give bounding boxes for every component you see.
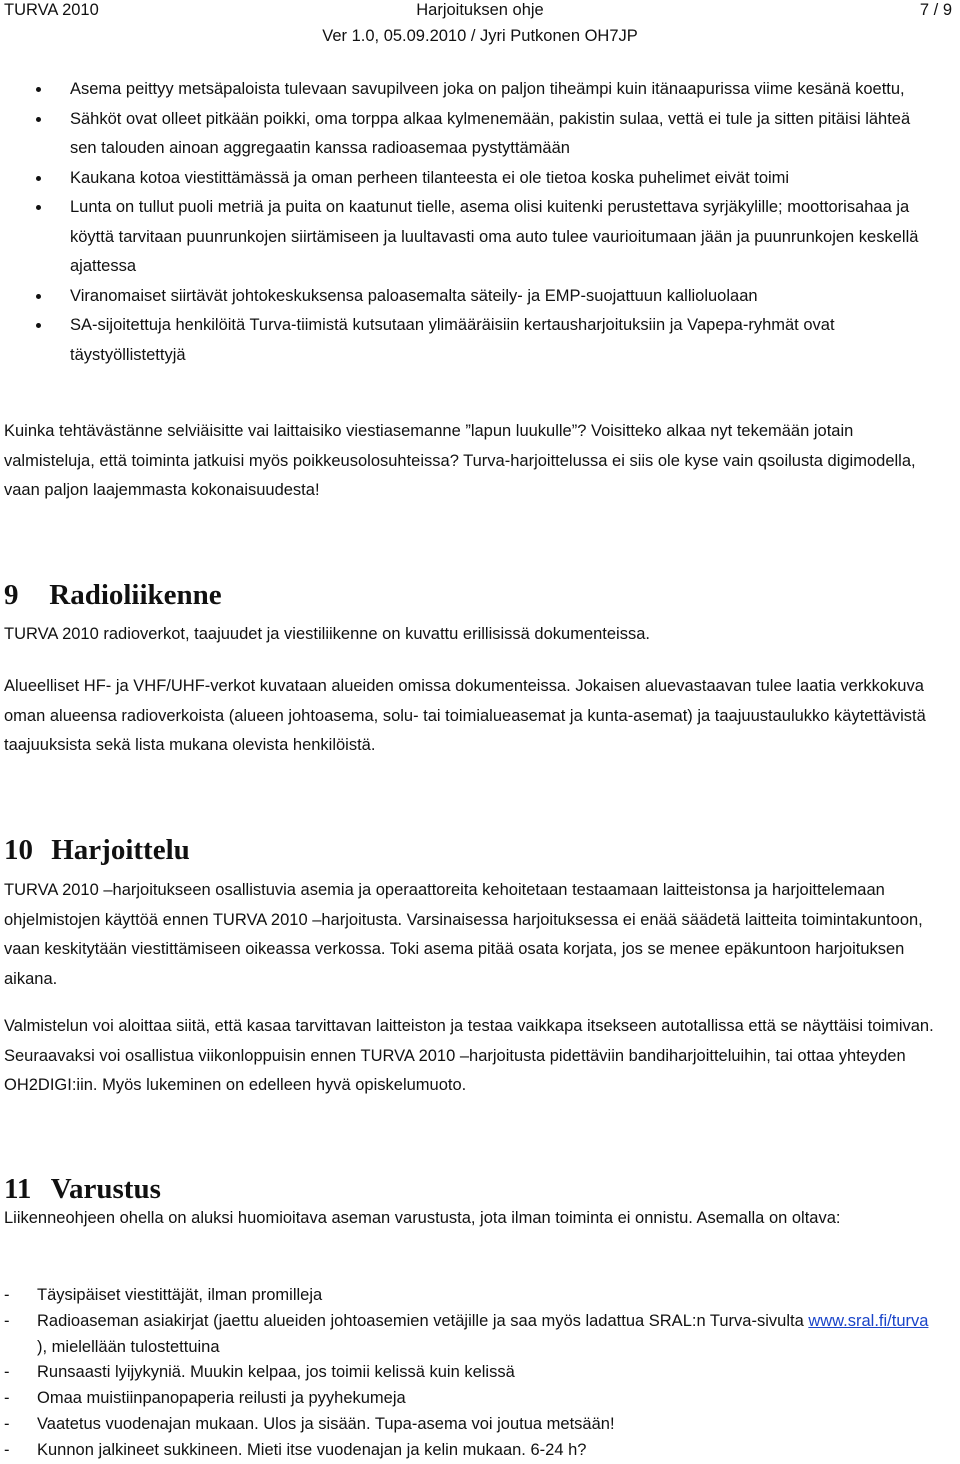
equipment-item [0, 1412, 960, 1438]
bullet-text: Lunta on tullut puoli metriä ja puita on kaatunut tielle, asema olisi kuitenki perustettava syrjäkylille; moottorisahaa ja köyttä tarvitaan puunrunkojen siirtämiseen ja luultavasti oma auto tulee vaurioitumaan jään ja puunrunkojen keskellä ajattessa [70, 198, 919, 275]
section-title: Radioliikenne [49, 579, 222, 611]
bullet-item [0, 164, 960, 194]
page-number: 7 / 9 [919, 1, 952, 19]
header-version: Ver 1.0, 05.09.2010 / Jyri Putkonen OH7JP [322, 27, 638, 45]
section-heading-radioliikenne [4, 578, 222, 612]
intro-paragraph: Kuinka tehtävästänne selviäisitte vai laittaisiko viestiasemanne ”lapun luukulle”? Voisitteko alkaa nyt tekemään jotain valmisteluja, että toiminta jatkuisi myös poikkeusolosuhteissa? Turva-harjoittelussa ei siis ole kyse vain qsoilusta digimodella, vaan paljon laajemmasta kokonaisuudesta! [4, 422, 916, 499]
section-heading-varustus [4, 1172, 161, 1206]
section-title: Harjoittelu [51, 834, 190, 866]
section-heading-harjoittelu [4, 833, 190, 867]
bullet-text: Kaukana kotoa viestittämässä ja oman perheen tilanteesta ei ole tietoa koska puhelimet eivät toimi [70, 168, 790, 187]
equipment-item [0, 1309, 960, 1361]
section-number: 10 [4, 834, 33, 866]
equipment-item [0, 1360, 960, 1386]
equipment-text: Täysipäiset viestittäjät, ilman promilleja [37, 1286, 323, 1304]
bullet-icon [36, 205, 41, 210]
dash-icon: - [4, 1286, 10, 1304]
dash-icon: - [4, 1389, 10, 1408]
bullet-icon [36, 87, 41, 92]
equipment-text-suffix: ), mielellään tulostettuina [37, 1337, 220, 1356]
equipment-text: Runsaasti lyijykyniä. Muukin kelpaa, jos toimii kelissä kuin kelissä [37, 1363, 515, 1382]
equipment-text: Omaa muistiinpanopaperia reilusti ja pyyhekumeja [37, 1389, 406, 1408]
bullet-text: Sähköt ovat olleet pitkään poikki, oma torppa alkaa kylmenemään, pakistin sulaa, vettä ei tule ja sitten pitäisi lähteä sen talouden ainoan aggregaatin kanssa radioasemaa pystyttämään [70, 109, 911, 157]
harjoittelu-paragraph-1: TURVA 2010 –harjoitukseen osallistuvia asemia ja operaattoreita kehoitetaan testaamaan laitteistonsa ja harjoittelemaan ohjelmistojen käyttöä ennen TURVA 2010 –harjoitusta. Varsinaisessa harjoituksessa ei enää säädetä laitteita toimintakuntoon, vaan keskitytään viestittämiseen oikeassa verkossa. Toki asema pitää osata korjata, jos se menee epäkuntoon harjoituksen aikana. [4, 881, 923, 988]
equipment-list [0, 1283, 960, 1464]
header-title: Harjoituksen ohje [416, 1, 544, 19]
bullet-item [0, 105, 960, 164]
harjoittelu-paragraph-2: Valmistelun voi aloittaa siitä, että kasaa tarvittavan laitteiston ja testaa vaikkapa itsekseen autotallissa että se näyttäisi toimivan. Seuraavaksi voi osallistua viikonloppuisin ennen TURVA 2010 –harjoitusta pidettäviin bandiharjoitteluihin, tai ottaa yhteyden OH2DIGI:iin. Myös lukeminen on edelleen hyvä opiskelumuoto. [4, 1017, 934, 1094]
dash-icon: - [4, 1414, 10, 1433]
section-number: 11 [4, 1173, 32, 1205]
equipment-text: Kunnon jalkineet sukkineen. Mieti itse vuodenajan ja kelin mukaan. 6-24 h? [37, 1440, 587, 1459]
dash-icon: - [4, 1311, 10, 1330]
scenario-bullet-list [0, 75, 960, 370]
equipment-text: Radioaseman asiakirjat (jaettu alueiden johtoasemien vetäjille ja saa myös ladattua SRAL:n Turva-sivulta [37, 1311, 809, 1330]
bullet-text: Viranomaiset siirtävät johtokeskuksensa paloasemalta säteily- ja EMP-suojattuun kallioluolaan [70, 286, 758, 305]
bullet-item [0, 311, 960, 370]
bullet-item [0, 282, 960, 312]
section-title: Varustus [50, 1173, 161, 1205]
dash-icon: - [4, 1440, 10, 1459]
equipment-text: Vaatetus vuodenajan mukaan. Ulos ja sisään. Tupa-asema voi joutua metsään! [37, 1414, 615, 1433]
bullet-icon [36, 117, 41, 122]
page-header [0, 0, 960, 52]
bullet-item [0, 75, 960, 105]
varustus-paragraph: Liikenneohjeen ohella on aluksi huomioitava aseman varustusta, jota ilman toiminta ei onnistu. Asemalla on oltava: [4, 1209, 841, 1227]
radioliikenne-paragraph-1: TURVA 2010 radioverkot, taajuudet ja viestiliikenne on kuvattu erillisissä dokumenteissa. [4, 625, 650, 643]
header-doc-title: TURVA 2010 [4, 1, 99, 19]
bullet-icon [36, 323, 41, 328]
bullet-icon [36, 176, 41, 181]
equipment-item [0, 1283, 960, 1309]
bullet-text: Asema peittyy metsäpaloista tulevaan savupilveen joka on paljon tiheämpi kuin itänaapurissa viime kesänä koettu, [70, 80, 905, 98]
bullet-icon [36, 294, 41, 299]
bullet-item [0, 193, 960, 282]
dash-icon: - [4, 1363, 10, 1382]
section-number: 9 [4, 579, 19, 611]
bullet-text: SA-sijoitettuja henkilöitä Turva-tiimistä kutsutaan ylimääräisiin kertausharjoituksiin ja Vapepa-ryhmät ovat täystyöllistettyjä [70, 316, 835, 364]
sral-turva-link[interactable]: www.sral.fi/turva [808, 1311, 929, 1330]
equipment-item [0, 1386, 960, 1412]
radioliikenne-paragraph-2: Alueelliset HF- ja VHF/UHF-verkot kuvataan alueiden omissa dokumenteissa. Jokaisen aluevastaavan tulee laatia verkkokuva oman alueensa radioverkoista (alueen johtoasema, solu- tai toimialueasemat ja kunta-asemat) ja taajuustaulukko käytettävistä taajuuksista sekä lista mukana olevista henkilöistä. [4, 677, 926, 754]
